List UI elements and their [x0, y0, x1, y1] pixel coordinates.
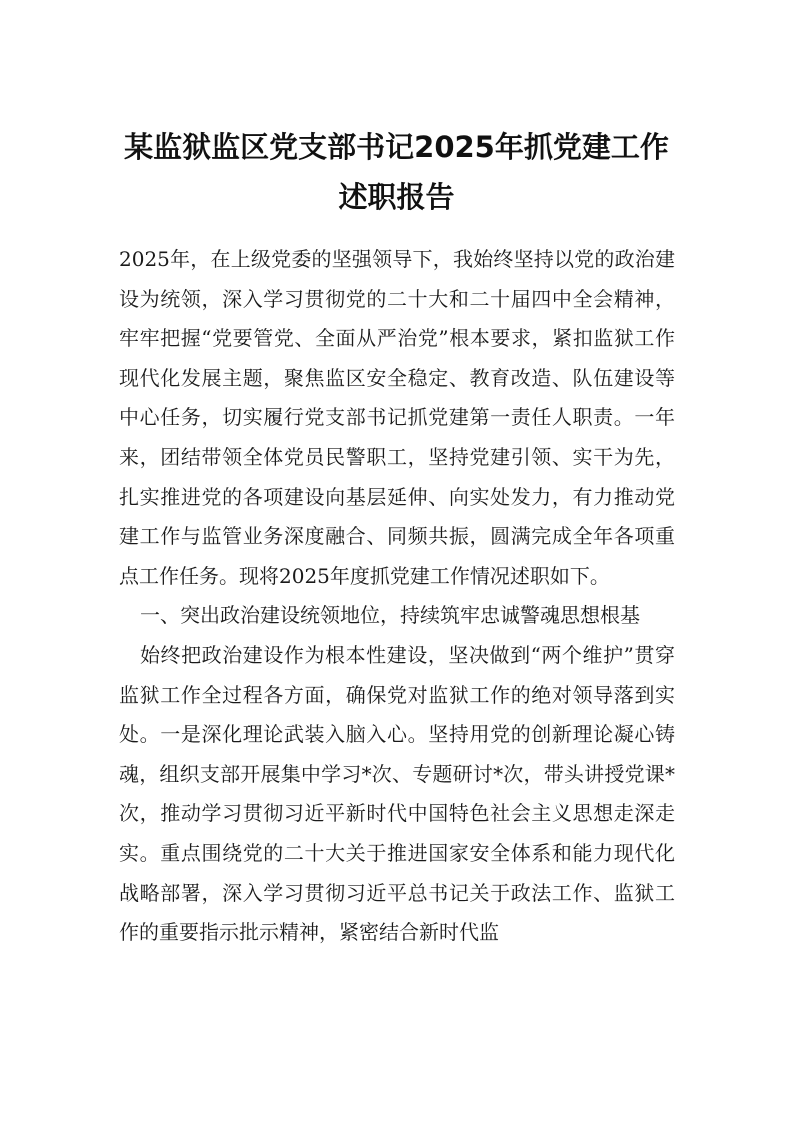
document-body: [119, 240, 675, 953]
section-1-heading: 一、突出政治建设统领地位，持续筑牢忠诚警魂思想根基: [140, 603, 640, 628]
title-line-2: 述职报告: [338, 180, 455, 214]
intro-paragraph: 2025年，在上级党委的坚强领导下，我始终坚持以党的政治建设为统领，深入学习贯彻党的二十大和二十届四中全会精神，牢牢把握“党要管党、全面从严治党”根本要求，紧扣监狱工作现代化发展主题，聚焦监区安全稳定、教育改造、队伍建设等中心任务，切实履行党支部书记抓党建第一责任人职责。一年来，团结带领全体党员民警职工，坚持党建引领、实干为先，扎实推进党的各项建设向基层延伸、向实处发力，有力推动党建工作与监管业务深度融合、同频共振，圆满完成全年各项重点工作任务。现将2025年度抓党建工作情况述职如下。: [119, 247, 675, 588]
title-line-1: 某监狱监区党支部书记2025年抓党建工作: [124, 130, 669, 164]
section-1-paragraph: 始终把政治建设作为根本性建设，坚决做到“两个维护”贯穿监狱工作全过程各方面，确保党对监狱工作的绝对领导落到实处。一是深化理论武装入脑入心。坚持用党的创新理论凝心铸魂，组织支部开展集中学习*次、专题研讨*次，带头讲授党课*次，推动学习贯彻习近平新时代中国特色社会主义思想走深走实。重点围绕党的二十大关于推进国家安全体系和能力现代化战略部署，深入学习贯彻习近平总书记关于政法工作、监狱工作的重要指示批示精神，紧密结合新时代监: [119, 642, 675, 945]
document-title: [100, 122, 693, 222]
